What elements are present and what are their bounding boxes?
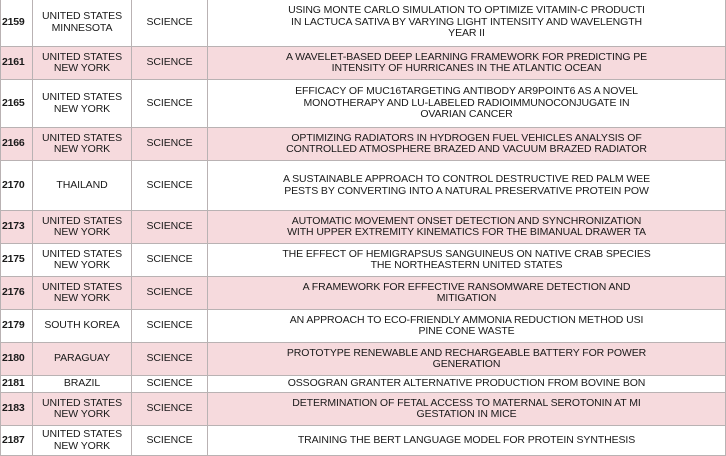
project-title-line: EFFICACY OF MUC16TARGETING ANTIBODY AR9POINT6 AS A NOVEL <box>295 85 638 98</box>
location-line: UNITED STATES <box>42 396 122 409</box>
project-title-line: OSSOGRAN GRANTER ALTERNATIVE PRODUCTION FROM BOVINE BON <box>287 377 646 390</box>
location-line: BRAZIL <box>63 377 101 390</box>
project-title-cell <box>208 310 726 343</box>
location-cell <box>33 426 132 456</box>
location-cell <box>33 0 132 47</box>
location-line: UNITED STATES <box>42 10 122 22</box>
table-row <box>1 310 726 343</box>
table-row <box>1 426 726 456</box>
project-id-cell: 2183 <box>1 393 33 426</box>
project-title-line: A FRAMEWORK FOR EFFECTIVE RANSOMWARE DETECTION AND <box>302 280 631 293</box>
location-line: NEW YORK <box>53 143 111 155</box>
project-title-line: USING MONTE CARLO SIMULATION TO OPTIMIZE VITAMIN-C PRODUCTI <box>288 4 645 17</box>
category-cell: SCIENCE <box>132 310 208 343</box>
location-line: NEW YORK <box>53 226 111 238</box>
project-title-cell <box>208 244 726 277</box>
category-cell: SCIENCE <box>132 47 208 80</box>
location-line: NEW YORK <box>53 439 111 452</box>
project-title-cell <box>208 376 726 393</box>
category-cell: SCIENCE <box>132 161 208 211</box>
project-title-cell <box>208 128 726 161</box>
category-cell: SCIENCE <box>132 211 208 244</box>
project-id-cell: 2166 <box>1 128 33 161</box>
category-cell: SCIENCE <box>132 128 208 161</box>
table-row <box>1 376 726 393</box>
project-id-cell: 2187 <box>1 426 33 456</box>
location-line: NEW YORK <box>53 62 111 74</box>
project-title-cell <box>208 0 726 47</box>
project-title-line: A WAVELET-BASED DEEP LEARNING FRAMEWORK FOR PREDICTING PE <box>285 50 648 63</box>
project-id-cell: 2176 <box>1 277 33 310</box>
location-line: NEW YORK <box>53 259 111 271</box>
location-cell <box>33 161 132 211</box>
category-cell: SCIENCE <box>132 277 208 310</box>
table-row <box>1 343 726 376</box>
project-id-cell: 2165 <box>1 80 33 128</box>
location-cell <box>33 277 132 310</box>
location-cell <box>33 47 132 80</box>
category-cell: SCIENCE <box>132 343 208 376</box>
location-cell <box>33 211 132 244</box>
project-id-cell: 2175 <box>1 244 33 277</box>
project-id-cell: 2179 <box>1 310 33 343</box>
project-title-cell <box>208 343 726 376</box>
table-row <box>1 393 726 426</box>
location-line: PARAGUAY <box>54 352 110 365</box>
project-title-line: PROTOTYPE RENEWABLE AND RECHARGEABLE BATTERY FOR POWER <box>286 346 647 359</box>
project-id-cell: 2159 <box>1 0 33 47</box>
table-row <box>1 161 726 211</box>
project-id-cell: 2161 <box>1 47 33 80</box>
project-title-cell <box>208 47 726 80</box>
category-cell: SCIENCE <box>132 376 208 393</box>
project-title-line: THE EFFECT OF HEMIGRAPSUS SANGUINEUS ON NATIVE CRAB SPECIES <box>282 247 651 260</box>
location-line: MINNESOTA <box>51 21 113 34</box>
category-cell: SCIENCE <box>132 80 208 128</box>
location-line: UNITED STATES <box>42 247 122 260</box>
project-title-cell <box>208 161 726 211</box>
location-cell <box>33 310 132 343</box>
table-row <box>1 80 726 128</box>
table-row <box>1 277 726 310</box>
project-title-cell <box>208 426 726 456</box>
location-cell <box>33 128 132 161</box>
project-title-line: MONOTHERAPY AND LU-LABELED RADIOIMMUNOCONJUGATE IN <box>303 96 630 109</box>
project-title-line: DETERMINATION OF FETAL ACCESS TO MATERNAL SEROTONIN AT MI <box>292 396 641 409</box>
location-line: NEW YORK <box>53 408 111 420</box>
project-id-cell: 2173 <box>1 211 33 244</box>
project-title-line: GENERATION <box>432 358 501 370</box>
location-line: UNITED STATES <box>42 428 122 440</box>
table-row <box>1 211 726 244</box>
project-id-cell: 2170 <box>1 161 33 211</box>
location-line: UNITED STATES <box>42 50 122 63</box>
project-title-line: GESTATION IN MICE <box>416 408 517 420</box>
project-title-line: WITH UPPER EXTREMITY KINEMATICS FOR THE BIMANUAL DRAWER TA <box>287 226 646 238</box>
project-title-line: PINE CONE WASTE <box>418 325 515 337</box>
project-title-cell <box>208 80 726 128</box>
location-cell <box>33 244 132 277</box>
project-title-line: THE NORTHEASTERN UNITED STATES <box>370 259 563 271</box>
project-id-cell: 2180 <box>1 343 33 376</box>
projects-table-body <box>1 0 726 456</box>
project-title-line: INTENSITY OF HURRICANES IN THE ATLANTIC OCEAN <box>331 62 602 74</box>
location-line: UNITED STATES <box>42 91 122 103</box>
project-title-line: OVARIAN CANCER <box>420 108 513 121</box>
project-id-cell: 2181 <box>1 376 33 393</box>
project-title-cell <box>208 393 726 426</box>
project-title-line: PESTS BY CONVERTING INTO A NATURAL PRESERVATIVE PROTEIN POW <box>284 184 649 197</box>
project-title-line: TRAINING THE BERT LANGUAGE MODEL FOR PROTEIN SYNTHESIS <box>297 433 636 446</box>
location-line: NEW YORK <box>53 292 111 304</box>
project-title-cell <box>208 211 726 244</box>
table-row <box>1 47 726 80</box>
project-title-cell <box>208 277 726 310</box>
category-cell: SCIENCE <box>132 244 208 277</box>
project-title-line: AN APPROACH TO ECO-FRIENDLY AMMONIA REDUCTION METHOD USI <box>289 313 644 326</box>
location-line: UNITED STATES <box>42 280 122 293</box>
category-cell: SCIENCE <box>132 426 208 456</box>
location-cell <box>33 80 132 128</box>
location-line: NEW YORK <box>53 102 111 115</box>
project-title-line: CONTROLLED ATMOSPHERE BRAZED AND VACUUM BRAZED RADIATOR <box>286 143 647 155</box>
project-title-line: MITIGATION <box>436 292 497 304</box>
location-cell <box>33 343 132 376</box>
location-line: UNITED STATES <box>42 214 122 227</box>
table-row <box>1 0 726 47</box>
category-cell: SCIENCE <box>132 0 208 47</box>
location-line: UNITED STATES <box>42 131 122 144</box>
project-title-line: A SUSTAINABLE APPROACH TO CONTROL DESTRUCTIVE RED PALM WEE <box>282 173 651 185</box>
location-line: SOUTH KOREA <box>44 319 120 332</box>
location-cell <box>33 376 132 393</box>
project-title-line: AUTOMATIC MOVEMENT ONSET DETECTION AND SYNCHRONIZATION <box>291 214 642 227</box>
table-row <box>1 128 726 161</box>
project-title-line: OPTIMIZING RADIATORS IN HYDROGEN FUEL VEHICLES ANALYSIS OF <box>291 131 642 144</box>
project-title-line: YEAR II <box>448 27 485 40</box>
table-row <box>1 244 726 277</box>
category-cell: SCIENCE <box>132 393 208 426</box>
location-line: THAILAND <box>56 178 108 191</box>
project-title-line: IN LACTUCA SATIVA BY VARYING LIGHT INTENSITY AND WAVELENGTH <box>291 15 642 28</box>
location-cell <box>33 393 132 426</box>
